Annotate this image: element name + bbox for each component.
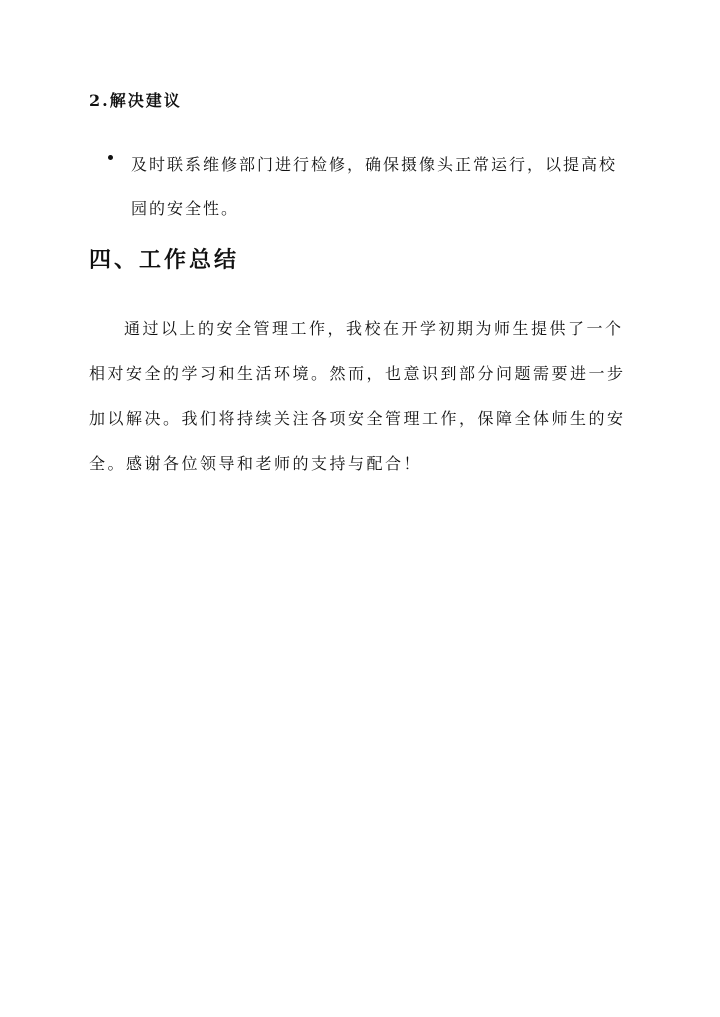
bullet-icon xyxy=(108,155,113,160)
list-item: 及时联系维修部门进行检修，确保摄像头正常运行，以提高校园的安全性。 xyxy=(131,155,618,218)
subheading-solution-suggestions: 2.解决建议 xyxy=(89,91,182,110)
summary-paragraph: 通过以上的安全管理工作，我校在开学初期为师生提供了一个相对安全的学习和生活环境。然而，也意识到部分问题需要进一步加以解决。我们将持续关注各项安全管理工作，保障全体师生的安全。感谢各位领导和老师的支持与配合！ xyxy=(89,319,626,473)
section-heading-work-summary: 四、工作总结 xyxy=(89,247,240,273)
